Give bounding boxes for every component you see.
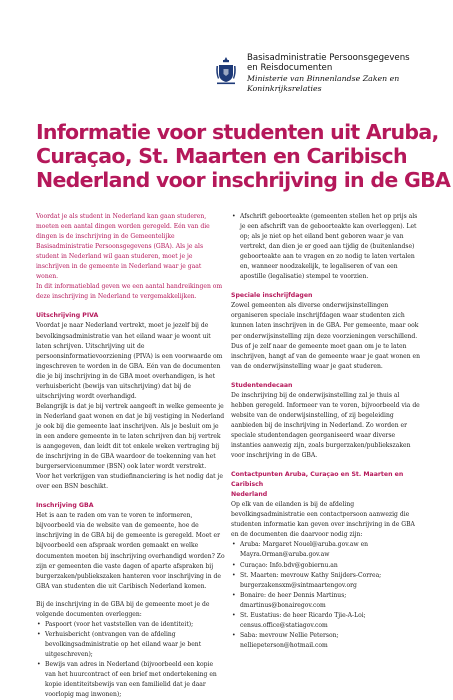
list-item: • Saba: mevrouw Nellie Peterson; nelliepeterson@hotmail.com	[231, 631, 423, 651]
coat-of-arms-logo	[215, 55, 237, 85]
heading-student-dean: Studentendecaan	[231, 381, 293, 389]
list-item: • Paspoort (voor het vaststellen van de identiteit);	[36, 620, 225, 630]
intro-paragraph: Voordat je als student in Nederland kan gaan studeren, moeten een aantal dingen worden geregeld. Eén van die dingen is de inschrijving in de Gemeentelijke Basisadministratie Persoonsgegevens (GBA). Als je als student in Nederland wil gaan studeren, moet je je inschrijven in de gemeente in Nederland waar je gaat wonen.	[36, 213, 210, 281]
title-line-2: Curaçao, St. Maarten en Caribisch	[36, 144, 407, 168]
documents-list	[36, 620, 225, 700]
piva-paragraph-2: Belangrijk is dat je bij vertrek aangeeft in welke gemeente je in Nederland gaat wonen en dat je bij vestiging in Nederland je ook bij die gemeente laat inschrijven. Als je besluit om je in een andere gemeente in te laten schrijven dan bij vertrek is aangegeven, dan leidt dit tot enkele weken vertraging bij de inschrijving in de GBA waardoor de toekenning van het burgerservicenummer (BSN) ook later wordt verstrekt.	[36, 402, 225, 471]
list-item: • Afschrift geboorteakte (gemeenten stellen het op prijs als je een afschrift van de geboorteakte kan overleggen). Let op; als je niet op het eiland bent geboren waar je van vertrekt, dan dien je er goed aan tijdig de (buitenlandse) geboorteakte aan te vragen en zo nodig te laten vertalen en, wanneer noodzakelijk, te legaliseren of van een apostille (legalisatie) stempel te voorzien.	[231, 212, 423, 282]
list-item: • Bonaire: de heer Dennis Martinus; dmartinus@bonairegov.com	[231, 591, 423, 611]
heading-gba: Inschrijving GBA	[36, 502, 94, 510]
student-dean-paragraph: De inschrijving bij de onderwijsinstelling zal je thuis al hebben geregeld. Informeer van te voren, bijvoorbeeld via de website van de onderwijsinstelling, of zij begeleiding aanbieden bij de inschrijving in Nederland. Zo worden er speciale studentendagen georganiseerd waar diverse instanties aanwezig zijn, zoals burgerzaken/publiekszaken voor inschrijving in de GBA.	[231, 391, 420, 460]
org-name-line-2: en Reisdocumenten	[247, 63, 333, 74]
heading-contact-points	[231, 470, 423, 500]
heading-contact-line-1: Contactpunten Aruba, Curaçao en St. Maarten en Caribisch	[231, 471, 404, 489]
contact-paragraph: Op elk van de eilanden is bij de afdeling bevolkingsadministratie een contactpersoon aanwezig die studenten informatie kan geven over inschrijving in de GBA en de documenten die daarvoor nodig zijn:	[231, 501, 415, 539]
title-line-1: Informatie voor studenten uit Aruba,	[36, 120, 439, 144]
left-column	[36, 212, 225, 700]
heading-contact-line-2: Nederland	[231, 491, 268, 499]
org-name-line-1: Basisadministratie Persoonsgegevens	[247, 53, 410, 63]
gba-paragraph-1: Het is aan te raden om van te voren te informeren, bijvoorbeeld via de website van de gemeente, hoe de inschrijving in de GBA bij de gemeente is geregeld. Moet er bijvoorbeeld een afspraak worden gemaakt en welke documenten moeten bij inschrijving overhandigd worden? Zo zijn er gemeenten die vaste dagen of aparte afspraken bij burgerzaken/publiekszaken hanteren voor inschrijving in de GBA van studenten die uit Caribisch Nederland komen.	[36, 512, 225, 590]
contacts-list	[231, 540, 423, 651]
heading-special-days: Speciale inschrijfdagen	[231, 292, 313, 300]
intro-note: In dit informatieblad geven we een aantal handreikingen om deze inschrijving in Nederland te vergemakkelijken.	[36, 283, 223, 301]
special-days-paragraph: Zowel gemeenten als diverse onderwijsinstellingen organiseren speciale inschrijfdagen waar studenten zich kunnen laten inschrijven in de GBA. Per gemeente, maar ook per onderwijsinstelling zijn deze voorzieningen verschillend. Dus of je zelf naar de gemeente moet gaan om je te laten inschrijven, hangt af van de gemeente waar je gaat wonen en van de onderwijsinstelling waar je gaat studeren.	[231, 302, 420, 370]
title-line-3: Nederland voor inschrijving in de GBA	[36, 168, 451, 192]
documents-list-continued	[231, 212, 423, 282]
heading-piva: Uitschrijving PIVA	[36, 312, 99, 320]
right-column	[231, 212, 423, 651]
page-title	[36, 120, 451, 192]
gba-paragraph-2: Bij de inschrijving in de GBA bij de gemeente moet je de volgende documenten overleggen:	[36, 600, 210, 618]
list-item: • Bewijs van adres in Nederland (bijvoorbeeld een kopie van het huurcontract of een brief met ondertekening en kopie identiteitsbewijs van een familielid dat je daar voorlopig mag inwonen);	[36, 660, 225, 700]
ministry-line-2: Koninkrijksrelaties	[247, 84, 322, 94]
ministry-line-1: Ministerie van Binnenlandse Zaken en	[247, 73, 400, 83]
list-item: • Aruba: Margaret Nouel@aruba.gov.aw en Mayra.Orman@aruba.gov.aw	[231, 540, 423, 560]
list-item: • St. Maarten: mevrouw Kathy Snijders-Correa; burgerzakensxm@sintmaartengov.org	[231, 571, 423, 591]
list-item: • Verhuisbericht (ontvangen van de afdeling bevolkingsadministratie op het eiland waar je bent uitgeschreven);	[36, 630, 225, 660]
piva-paragraph-3: Voor het verkrijgen van studiefinanciering is het nodig dat je over een BSN beschikt.	[36, 473, 223, 491]
piva-paragraph-1: Voordat je naar Nederland vertrekt, moet je jezelf bij de bevolkingsadministratie van het eiland waar je woont uit laten schrijven. Uitschrijving uit de persoonsinformatievoorziening (PIVA) is een voorwaarde om ingeschreven te worden in de GBA. Eén van de documenten die je bij inschrijving in de GBA moet overhandigen, is het verhuisbericht (bewijs van uitschrijving) dat bij de uitschrijving wordt overhandigd.	[36, 322, 223, 400]
list-item: • Curaçao: Info.bdv@gobiernu.an	[231, 561, 423, 571]
list-item: • St. Eustatius: de heer Ricardo Tjie-A-Loi; census.office@statiagov.com	[231, 611, 423, 631]
